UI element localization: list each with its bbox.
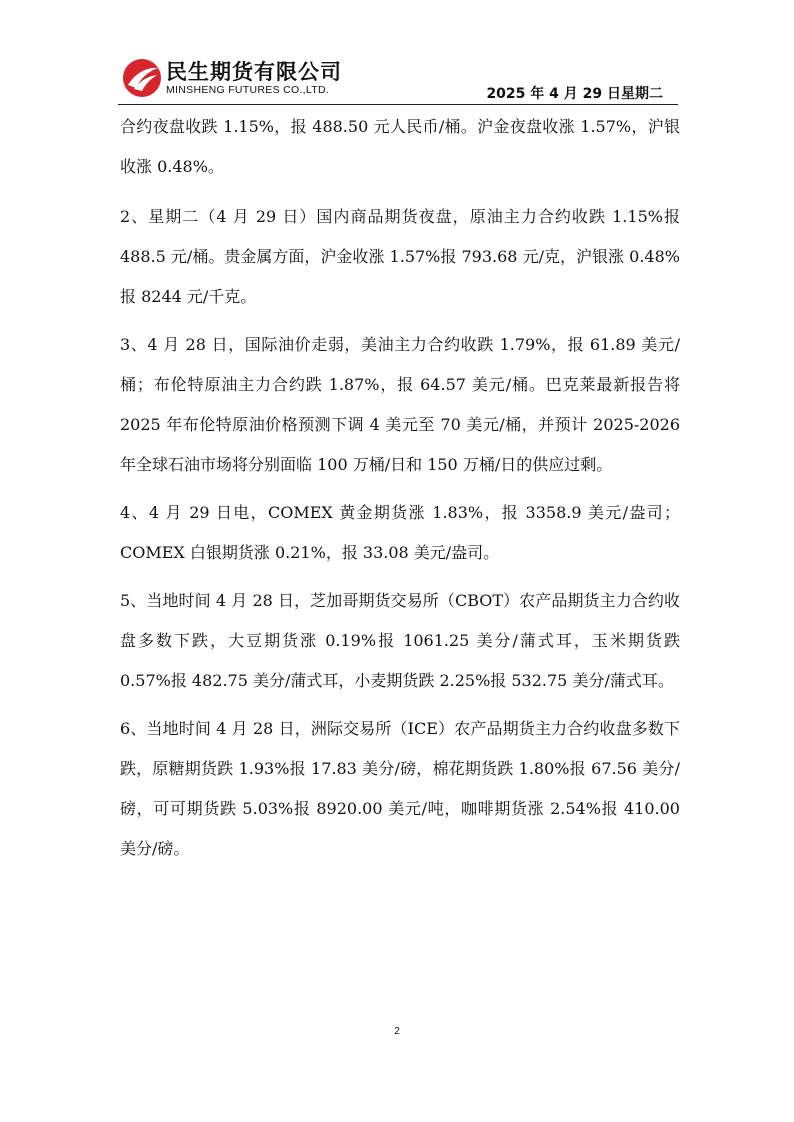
paragraph-item-4: 4、4 月 29 日电，COMEX 黄金期货涨 1.83%，报 3358.9 美元/盎司；COMEX 白银期货涨 0.21%，报 33.08 美元/盎司。 (120, 503, 680, 562)
report-date: 2025 年 4 月 29 日星期二 (486, 86, 663, 102)
page-number: 2 (394, 1026, 400, 1037)
logo-english-name: MINSHENG FUTURES CO.,LTD. (166, 84, 330, 96)
paragraph-item-6: 6、当地时间 4 月 28 日，洲际交易所（ICE）农产品期货主力合约收盘多数下跌，原糖期货跌 1.93%报 17.83 美分/磅，棉花期货跌 1.80%报 67.56 美分/磅，可可期货跌 5.03%报 8920.00 美元/吨，咖啡期货涨 2.54%报 410.00 美分/磅。 (120, 719, 680, 858)
paragraph-continued: 合约夜盘收跌 1.15%，报 488.50 元人民币/桶。沪金夜盘收涨 1.57%，沪银收涨 0.48%。 (120, 117, 680, 176)
report-body (120, 107, 680, 877)
company-logo (122, 54, 362, 102)
paragraph-item-5: 5、当地时间 4 月 28 日，芝加哥期货交易所（CBOT）农产品期货主力合约收盘多数下跌，大豆期货涨 0.19%报 1061.25 美分/蒲式耳，玉米期货跌 0.57%报 482.75 美分/蒲式耳，小麦期货跌 2.25%报 532.75 美分/蒲式耳。 (120, 591, 680, 690)
header-divider (118, 104, 678, 105)
paragraph-item-3: 3、4 月 28 日，国际油价走弱，美油主力合约收跌 1.79%，报 61.89 美元/桶；布伦特原油主力合约跌 1.87%，报 64.57 美元/桶。巴克莱最新报告将 2025 年布伦特原油价格预测下调 4 美元至 70 美元/桶，并预计 2025-2026 年全球石油市场将分别面临 100 万桶/日和 150 万桶/日的供应过剩。 (120, 335, 680, 474)
logo-chinese-name: 民生期货有限公司 (166, 60, 342, 84)
page-header (0, 0, 794, 106)
minsheng-swoosh-icon (122, 58, 162, 98)
paragraph-item-2: 2、星期二（4 月 29 日）国内商品期货夜盘，原油主力合约收跌 1.15%报 488.5 元/桶。贵金属方面，沪金收涨 1.57%报 793.68 元/克，沪银涨 0.48%报 8244 元/千克。 (120, 207, 680, 306)
